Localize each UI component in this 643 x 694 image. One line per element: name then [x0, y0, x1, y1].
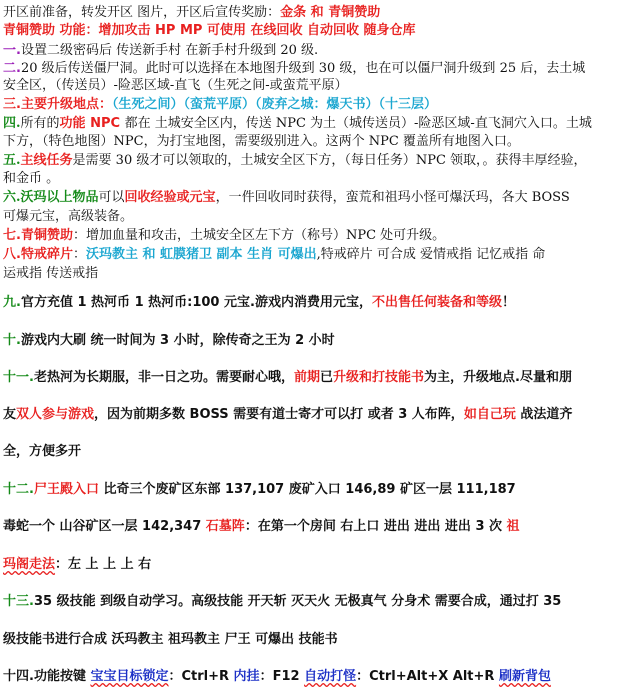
- text-run: 青铜赞助 功能：增加攻击 HP MP 可使用 在线回收 自动回收 随身仓库: [3, 23, 416, 38]
- text-run: 官方充值 1 热河币 1 热河币:100 元宝.游戏内消费用元宝，: [20, 295, 372, 310]
- text-run: 十三.: [3, 594, 34, 609]
- text-run: 功能: [59, 116, 86, 131]
- text-run: 九.: [3, 295, 21, 310]
- text-line: [3, 440, 81, 459]
- text-run: 三.主要升级地点：: [3, 97, 112, 112]
- text-run: 20 级后传送僵尸洞。此时可以选择在本地图升级到 30 级，也在可以僵尸洞升级到 25 后，去土城: [20, 61, 586, 76]
- text-line: [3, 224, 445, 243]
- text-run: 双人参与游戏: [16, 407, 95, 422]
- text-run: ：在第一个房间 右上口 进出 进出 进出 3 次: [244, 519, 507, 534]
- text-run: 不出售任何装备和等级: [371, 295, 502, 310]
- text-run: 五.: [3, 153, 21, 168]
- text-run: 二.: [3, 61, 21, 76]
- text-run: 六.沃玛以上物品: [3, 190, 99, 205]
- text-run: 主线任务: [20, 153, 73, 168]
- text-line: [3, 665, 551, 684]
- text-run: ，一件回收同时获得，蛮荒和祖玛小怪可爆沃玛，各大 BOSS: [215, 190, 570, 205]
- text-run: ：Ctrl+R: [168, 669, 234, 684]
- text-run: （生死之间）（蛮荒平原）（废弃之城：爆天书）（十三层）: [111, 97, 437, 112]
- text-line: [3, 590, 561, 609]
- text-run: 刷新背包: [498, 669, 551, 684]
- text-run: 都在 土城安全区内，传送 NPC 为土（城传送员）-险恶区域-直飞洞穴入口。土城: [124, 116, 592, 131]
- text-run: 金条 和 青铜赞助: [280, 5, 381, 20]
- text-run: 下方，（特色地图）NPC，为打宝地图，需要级别进入。这两个 NPC 覆盖所有地图入口。: [3, 134, 520, 149]
- text-run: 七.青铜赞助: [3, 228, 73, 243]
- text-run: 祖: [506, 519, 520, 534]
- text-run: ,特戒碎片 可合成 爱情戒指 记忆戒指 命: [316, 247, 546, 262]
- text-line: [3, 553, 151, 572]
- text-line: [3, 74, 348, 93]
- text-run: 前期: [293, 370, 320, 385]
- text-line: [3, 149, 587, 168]
- text-run: ：左 上 上 上 右: [55, 557, 152, 572]
- text-run: 比奇三个废矿区东部 137,107 废矿入口 146,89 矿区一层 111,187: [98, 482, 516, 497]
- text-run: 老热河为长期服，非一日之功。需要耐心哦，: [33, 370, 294, 385]
- text-line: [3, 628, 338, 647]
- text-run: 宝宝目标锁定: [90, 669, 169, 684]
- text-run: 玛阁走法: [3, 557, 56, 572]
- text-run: 八.特戒碎片: [3, 247, 73, 262]
- text-run: 毒蛇一个 山谷矿区一层 142,347: [3, 519, 206, 534]
- text-run: 四.: [3, 116, 21, 131]
- text-run: 开区前准备，转发开区 图片，开区后宣传奖励：: [3, 5, 281, 20]
- text-run: 回收经验或元宝: [124, 190, 216, 205]
- text-run: 35 级技能 到级自动学习。高级技能 开天斩 灭天火 无极真气 分身术 需要合成，通过打 35: [33, 594, 562, 609]
- text-run: 自动打怪: [304, 669, 357, 684]
- text-run: 级技能书进行合成 沃玛教主 祖玛教主 尸王 可爆出 技能书: [3, 632, 338, 647]
- text-run: 尸王殿入口: [33, 482, 99, 497]
- text-run: ：F12: [259, 669, 305, 684]
- text-run: 全，方便多开: [3, 444, 82, 459]
- text-line: [3, 262, 98, 281]
- text-run: ：Ctrl+Alt+X Alt+R: [356, 669, 499, 684]
- text-run: ：增加血量和攻击，土城安全区左下方（称号）NPC 处可升级。: [72, 228, 446, 243]
- text-run: 设置二级密码后 传送新手村 在新手村升级到 20 级.: [20, 43, 319, 58]
- text-run: 可爆元宝，高级装备。: [3, 209, 134, 224]
- text-run: 石墓阵: [205, 519, 245, 534]
- text-run: 十一.: [3, 370, 34, 385]
- text-run: ，因为前期多数 BOSS 需要有道士寄才可以打 或者 3 人布阵，: [94, 407, 464, 422]
- text-line: [3, 243, 545, 262]
- text-run: 和金币 。: [3, 171, 60, 186]
- text-line: [3, 186, 570, 205]
- text-line: [3, 329, 335, 348]
- text-run: 十.: [3, 333, 21, 348]
- text-line: [3, 1, 380, 20]
- text-run: 十二.: [3, 482, 34, 497]
- text-run: 已: [319, 370, 333, 385]
- text-run: 是需要 30 级才可以领取的，土城安全区下方，（每日任务）NPC 领取，。获得丰厚经验，: [72, 153, 587, 168]
- text-run: NPC: [85, 116, 125, 131]
- text-line: [3, 112, 592, 131]
- text-line: [3, 478, 516, 497]
- text-run: 内挂: [233, 669, 260, 684]
- text-line: [3, 403, 572, 422]
- text-line: [3, 205, 133, 224]
- text-run: ：: [72, 247, 86, 262]
- text-line: [3, 167, 59, 186]
- text-line: [3, 291, 515, 310]
- text-run: 十四.功能按键: [3, 669, 91, 684]
- text-run: ！: [501, 295, 515, 310]
- text-run: 战法道齐: [515, 407, 573, 422]
- text-run: 可以: [98, 190, 125, 205]
- text-run: 安全区，（传送员）-险恶区域-直飞（生死之间-或蛮荒平原）: [3, 78, 348, 93]
- text-run: 运戒指 传送戒指: [3, 266, 99, 281]
- text-line: [3, 130, 520, 149]
- text-line: [3, 39, 318, 58]
- text-line: [3, 19, 416, 38]
- text-line: [3, 93, 437, 112]
- text-line: [3, 515, 520, 534]
- text-run: 游戏内大刷 统一时间为 3 小时，除传奇之王为 2 小时: [20, 333, 335, 348]
- text-run: 为主，升级地点.尽量和朋: [424, 370, 572, 385]
- text-run: 升级和打技能书: [333, 370, 425, 385]
- text-run: 所有的: [20, 116, 60, 131]
- text-run: 沃玛教主 和 虹膜猪卫 副本 生肖 可爆出: [85, 247, 317, 262]
- text-run: 如自己玩: [463, 407, 516, 422]
- text-run: 友: [3, 407, 17, 422]
- text-line: [3, 366, 572, 385]
- text-run: 一.: [3, 43, 21, 58]
